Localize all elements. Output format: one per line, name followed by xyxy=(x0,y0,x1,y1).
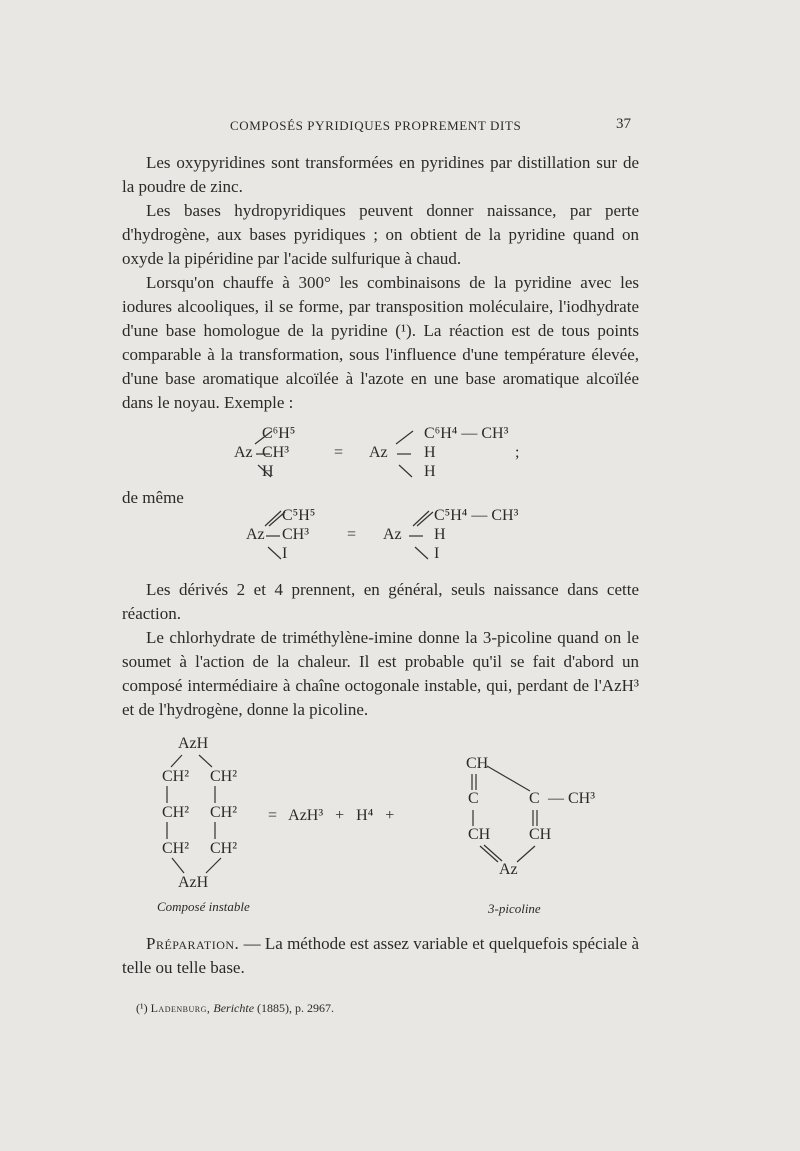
scheme-ch2-3: CH² xyxy=(162,804,190,821)
paragraph-chlorhydrate: Le chlorhydrate de triméthylène-imine donne la 3-picoline quand on le soumet à l'action de la chaleur. Il est probable qu'il se fait d'abord un composé intermédiaire à chaîne octogonale instable, qui, perdant de l'AzH³ et de l'hydrogène, donne la picoline. xyxy=(122,628,639,719)
caption-compose-instable: Composé instable xyxy=(157,899,250,914)
formula-1-az-left: Az xyxy=(234,444,253,461)
scheme-ch2-5: CH² xyxy=(162,840,190,857)
ring-az: Az xyxy=(499,861,518,878)
ring-c-right: C xyxy=(529,790,540,807)
footnote-author: Ladenburg, xyxy=(150,1001,211,1015)
footnote-mark: (¹) xyxy=(136,1001,148,1015)
formula-1-right-mid: H xyxy=(424,444,436,461)
formula-2-az-left: Az xyxy=(246,526,265,543)
formula-2-left-mid: CH³ xyxy=(282,526,310,543)
formula-1-semicolon: ; xyxy=(515,444,520,461)
ring-ch-left: CH xyxy=(468,826,491,843)
footnote-ref: (1885), p. 2967. xyxy=(257,1001,335,1015)
caption-3-picoline: 3-picoline xyxy=(488,901,541,916)
formula-2-right-bot: I xyxy=(434,545,440,562)
running-title: COMPOSÉS PYRIDIQUES PROPREMENT DITS xyxy=(230,118,522,133)
scheme-azh-top: AzH xyxy=(178,735,209,752)
ring-ch-right: CH xyxy=(529,826,552,843)
formula-2-left-top: C⁵H⁵ xyxy=(282,507,316,524)
ring-ch-top: CH xyxy=(466,755,489,772)
paragraph-hydropyridiques: Les bases hydropyridiques peuvent donner naissance, par perte d'hydrogène, aux bases pyridiques ; on obtient de la pyridine quand on oxyde la pipéridine par l'acide sulfurique à chaud. xyxy=(122,201,639,268)
formula-2-az-right: Az xyxy=(383,526,402,543)
preparation-label: Préparation. xyxy=(146,934,240,953)
scheme-ch2-2: CH² xyxy=(210,768,238,785)
paragraph-preparation xyxy=(122,932,639,980)
footnote-journal: Berichte xyxy=(213,1001,255,1015)
formula-2-left-bot: I xyxy=(282,545,288,562)
scheme-ch2-4: CH² xyxy=(210,804,238,821)
preparation-text: — La méthode est assez variable et quelquefois spéciale à telle ou telle base. xyxy=(122,934,639,977)
formula-1-equals: = xyxy=(334,444,344,461)
page-number: 37 xyxy=(616,116,631,132)
paragraph-derives: Les dérivés 2 et 4 prennent, en général, seuls naissance dans cette réaction. xyxy=(122,580,639,623)
formula-1-az-right: Az xyxy=(369,444,388,461)
formula-1-right-top: C⁶H⁴ — CH³ xyxy=(424,425,509,442)
formula-2-right-mid: H xyxy=(434,526,446,543)
ring-c-left: C xyxy=(468,790,479,807)
formula-1-left-bot: H xyxy=(262,463,274,480)
ring-methyl: — CH³ xyxy=(548,790,596,807)
formula-1-left-mid: CH³ xyxy=(262,444,290,461)
scheme-ch2-6: CH² xyxy=(210,840,238,857)
scheme-ch2-1: CH² xyxy=(162,768,190,785)
formula-2-right-top: C⁵H⁴ — CH³ xyxy=(434,507,519,524)
scheme-products: = AzH³ + H⁴ + xyxy=(268,807,395,824)
formula-1-left-top: C⁶H⁵ xyxy=(262,425,296,442)
scheme-azh-bottom: AzH xyxy=(178,874,209,891)
text-de-meme: de même xyxy=(122,488,184,507)
formula-2-equals: = xyxy=(347,526,357,543)
paragraph-transposition: Lorsqu'on chauffe à 300° les combinaisons de la pyridine avec les iodures alcooliques, il se forme, par transposition moléculaire, l'iodhydrate d'une base homologue de la pyridine (¹). La réaction est de tous points comparable à la transformation, sous l'influence d'une température élevée, d'une base aromatique alcoïlée à l'azote en une base aromatique alcoïlée dans le noyau. Exemple : xyxy=(122,273,639,412)
formula-1-right-bot: H xyxy=(424,463,436,480)
paragraph-oxypyridines: Les oxypyridines sont transformées en pyridines par distillation sur de la poudre de zinc. xyxy=(122,153,639,196)
footnote xyxy=(136,1001,334,1016)
